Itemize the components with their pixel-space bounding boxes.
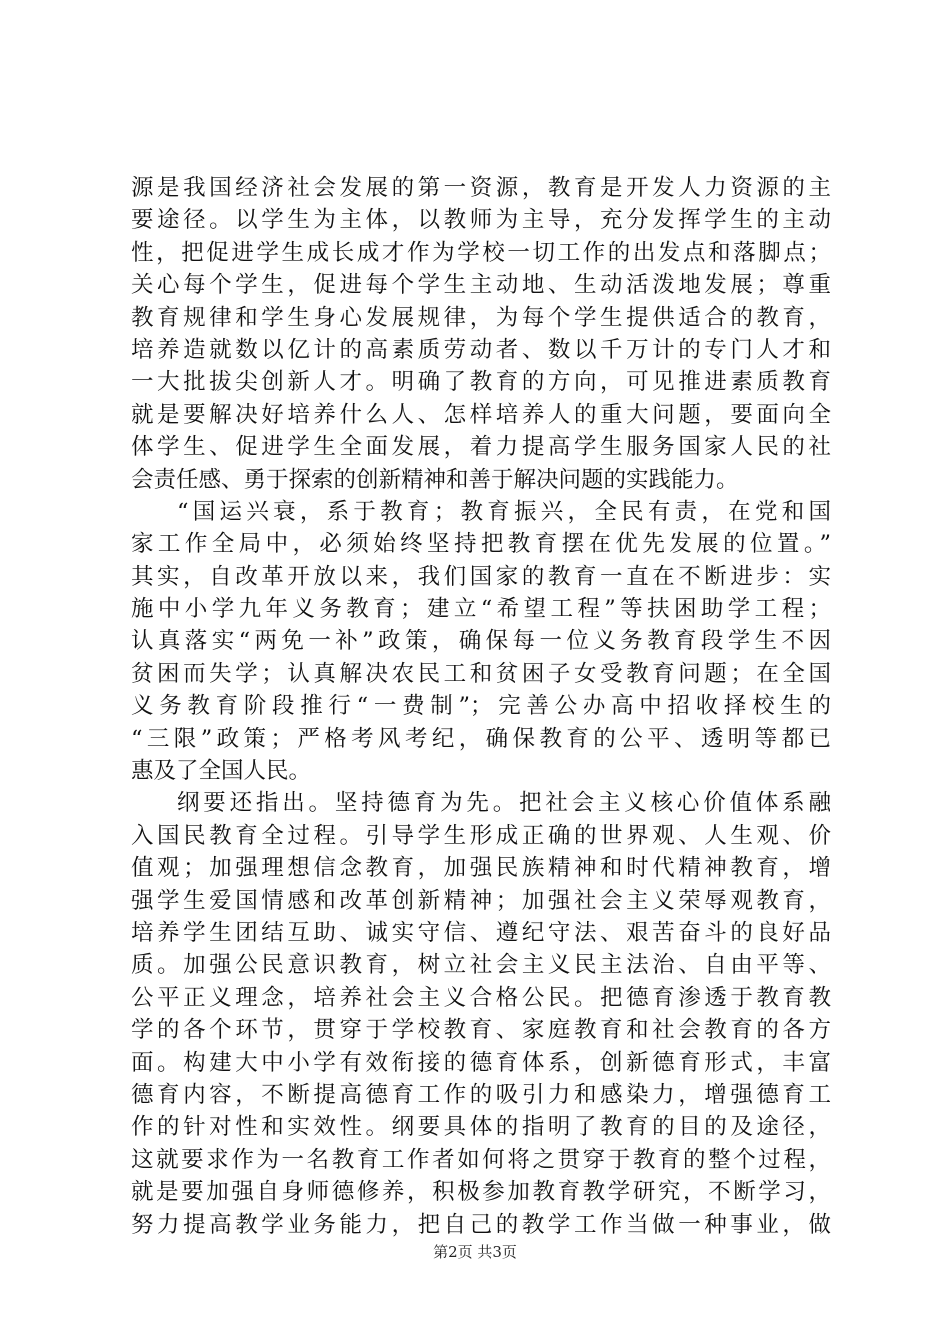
text-line: 家工作全局中，必须始终坚持把教育摆在优先发展的位置。” [131, 531, 831, 558]
text-line: 入国民教育全过程。引导学生形成正确的世界观、人生观、价 [131, 822, 831, 849]
text-line: 关心每个学生，促进每个学生主动地、生动活泼地发展；尊重 [131, 272, 831, 299]
text-line: 义务教育阶段推行“一费制”；完善公办高中招收择校生的 [131, 693, 831, 720]
text-line: 作的针对性和实效性。纲要具体的指明了教育的目的及途径， [131, 1114, 831, 1141]
text-line: 面。构建大中小学有效衔接的德育体系，创新德育形式，丰富 [131, 1049, 831, 1076]
text-line: 学的各个环节，贯穿于学校教育、家庭教育和社会教育的各方 [131, 1017, 831, 1044]
text-line: 施中小学九年义务教育；建立“希望工程”等扶困助学工程； [131, 596, 831, 623]
paragraph-start-line: “国运兴衰，系于教育；教育振兴，全民有责，在党和国 [177, 498, 831, 525]
text-line: 德育内容，不断提高德育工作的吸引力和感染力，增强德育工 [131, 1081, 831, 1108]
text-line: 贫困而失学；认真解决农民工和贫困子女受教育问题；在全国 [131, 660, 831, 687]
text-line: 教育规律和学生身心发展规律，为每个学生提供适合的教育， [131, 304, 831, 331]
text-line: 这就要求作为一名教育工作者如何将之贯穿于教育的整个过程， [131, 1146, 831, 1173]
text-line: 就是要解决好培养什么人、怎样培养人的重大问题，要面向全 [131, 401, 831, 428]
text-line: 公平正义理念，培养社会主义合格公民。把德育渗透于教育教 [131, 984, 831, 1011]
page-number-footer: 第2页 共3页 [433, 1243, 517, 1261]
text-line: 性，把促进学生成长成才作为学校一切工作的出发点和落脚点； [131, 239, 831, 266]
text-line: 源是我国经济社会发展的第一资源，教育是开发人力资源的主 [131, 175, 831, 201]
text-line: 一大批拔尖创新人才。明确了教育的方向，可见推进素质教育 [131, 369, 831, 396]
text-line: 培养学生团结互助、诚实守信、遵纪守法、艰苦奋斗的良好品 [131, 919, 831, 946]
text-line: 强学生爱国情感和改革创新精神；加强社会主义荣辱观教育， [131, 887, 831, 914]
text-line: 培养造就数以亿计的高素质劳动者、数以千万计的专门人才和 [131, 336, 831, 363]
text-line: 体学生、促进学生全面发展，着力提高学生服务国家人民的社 [131, 434, 831, 461]
text-line: “三限”政策；严格考风考纪，确保教育的公平、透明等都已 [131, 725, 831, 752]
text-line: 认真落实“两免一补”政策，确保每一位义务教育段学生不因 [131, 628, 831, 655]
text-line: 要途径。以学生为主体，以教师为主导，充分发挥学生的主动 [131, 207, 831, 234]
text-line: 惠及了全国人民。 [131, 758, 312, 785]
document-body [131, 172, 831, 1241]
text-line: 值观；加强理想信念教育，加强民族精神和时代精神教育，增 [131, 855, 831, 882]
text-line: 质。加强公民意识教育，树立社会主义民主法治、自由平等、 [131, 952, 831, 979]
paragraph-start-line: 纲要还指出。坚持德育为先。把社会主义核心价值体系融 [177, 790, 831, 817]
text-line: 努力提高教学业务能力，把自己的教学工作当做一种事业，做 [131, 1211, 831, 1238]
text-line: 会责任感、勇于探索的创新精神和善于解决问题的实践能力。 [131, 466, 739, 493]
text-line: 其实，自改革开放以来，我们国家的教育一直在不断进步：实 [131, 563, 831, 590]
text-line: 就是要加强自身师德修养，积极参加教育教学研究，不断学习， [131, 1179, 831, 1206]
